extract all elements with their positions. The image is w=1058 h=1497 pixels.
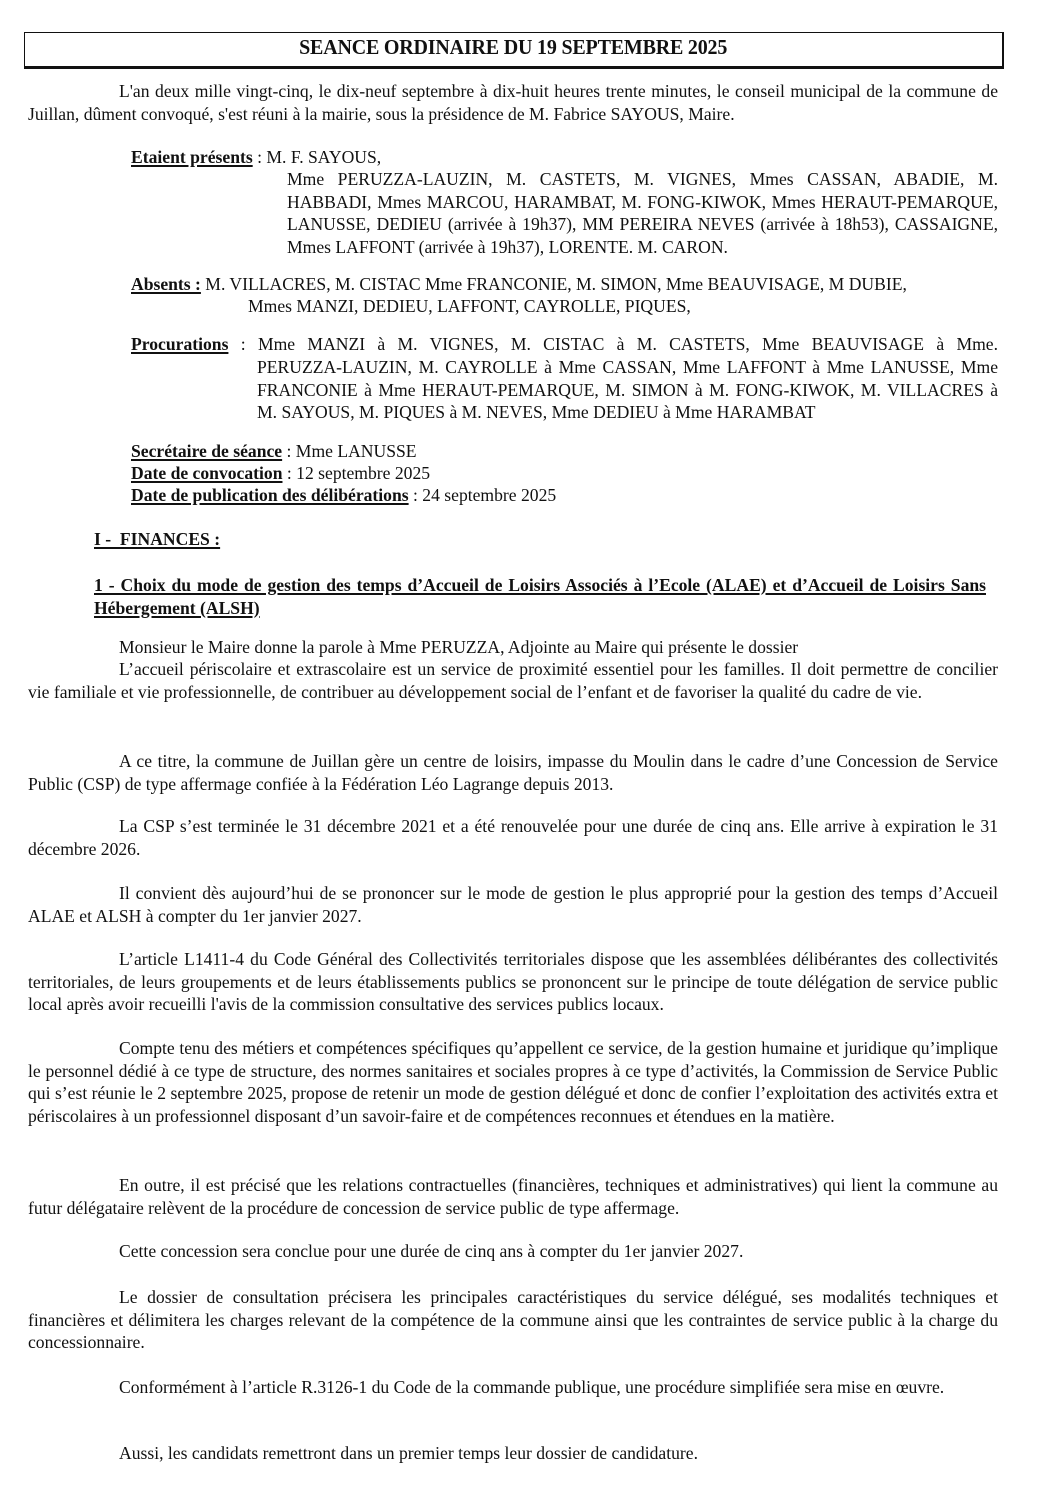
convocation-line [131, 462, 430, 485]
body-paragraph: Compte tenu des métiers et compétences spécifiques qu’appellent ce service, de la gestion humaine et juridique qu’implique le personnel dédié à ce type de structure, des normes sanitaires et sociales propres à ce type d’activités, la Commission de Service Public qui s’est réunie le 2 septembre 2025, propose de retenir un mode de gestion délégué et donc de confier l’exploitation des activités extra et périscolaires à un professionnel disposant d’un savoir-faire et de compétences reconnues et étendues en la matière. [28, 1038, 998, 1126]
body-paragraph: L’accueil périscolaire et extrascolaire est un service de proximité essentiel pour les familles. Il doit permettre de concilier vie familiale et vie professionnelle, de contribuer au développement social de l’enfant et de favoriser la qualité du cadre de vie. [28, 659, 998, 702]
session-title: SEANCE ORDINAIRE DU 19 SEPTEMBRE 2025 [299, 35, 728, 59]
convocation-label: Date de convocation [131, 463, 283, 483]
body-paragraph: Conformément à l’article R.3126-1 du Code de la commande publique, une procédure simplifiée sera mise en œuvre. [119, 1377, 945, 1397]
absent-label: Absents : [131, 274, 201, 294]
body-paragraph: L’article L1411-4 du Code Général des Collectivités territoriales dispose que les assemblées délibérantes des collectivités territoriales, de leurs groupements et de leurs établissements publics se prononcent sur le principe de toute délégation de service public local après avoir recueilli l'avis de la commission consultative des services publics locaux. [28, 949, 998, 1014]
body-paragraph: Le dossier de consultation précisera les principales caractéristiques du service délégué, ses modalités techniques et financières et délimitera les charges relevant de la compétence de la commune ainsi que les contraintes de service public à la charge du concessionnaire. [28, 1287, 998, 1352]
present-first-line: : M. F. SAYOUS, [252, 147, 382, 167]
secretary-line [131, 440, 417, 463]
session-title-box [24, 32, 1004, 69]
proxy-first-line: : Mme MANZI à M. VIGNES, M. CISTAC à M. CASTETS, Mme BEAUVISAGE à Mme. [228, 334, 998, 354]
secretary-label: Secrétaire de séance [131, 441, 283, 461]
body-paragraph: A ce titre, la commune de Juillan gère un centre de loisirs, impasse du Moulin dans le cadre d’une Concession de Service Public (CSP) de type affermage confiée à la Fédération Léo Lagrange depuis 2013. [28, 751, 998, 794]
section-heading: I - FINANCES : [94, 529, 221, 549]
proxy-label: Procurations [131, 334, 229, 354]
intro-paragraph: L'an deux mille vingt-cinq, le dix-neuf septembre à dix-huit heures trente minutes, le conseil municipal de la commune de Juillan, dûment convoqué, s'est réuni à la mairie, sous la présidence de M. Fabrice SAYOUS, Maire. [28, 81, 998, 124]
publication-value: : 24 septembre 2025 [408, 485, 557, 505]
body-paragraph: Aussi, les candidats remettront dans un premier temps leur dossier de candidature. [119, 1443, 698, 1463]
body-paragraph: En outre, il est précisé que les relations contractuelles (financières, techniques et administratives) qui lient la commune au futur délégataire relèvent de la procédure de concession de service public de type affermage. [28, 1175, 998, 1218]
present-label: Etaient présents [131, 147, 253, 167]
absent-list: Mmes MANZI, DEDIEU, LAFFONT, CAYROLLE, PIQUES, [248, 296, 691, 316]
proxy-list: PERUZZA-LAUZIN, M. CAYROLLE à Mme CASSAN, Mme LAFFONT à Mme LANUSSE, Mme FRANCONIE à Mme HERAUT-PEMARQUE, M. SIMON à M. FONG-KIWOK, M. VILLACRES à M. SAYOUS, M. PIQUES à M. NEVES, Mme DEDIEU à Mme HARAMBAT [257, 357, 998, 422]
item-title: 1 - Choix du mode de gestion des temps d’Accueil de Loisirs Associés à l’Ecole (ALAE) et d’Accueil de Loisirs Sans Hébergement (ALSH) [94, 575, 986, 618]
publication-line [131, 484, 556, 507]
body-paragraph: La CSP s’est terminée le 31 décembre 2021 et a été renouvelée pour une durée de cinq ans. Elle arrive à expiration le 31 décembre 2026. [28, 816, 998, 859]
absent-first-line: M. VILLACRES, M. CISTAC Mme FRANCONIE, M. SIMON, Mme BEAUVISAGE, M DUBIE, [200, 274, 907, 294]
publication-label: Date de publication des délibérations [131, 485, 409, 505]
convocation-value: : 12 septembre 2025 [282, 463, 431, 483]
body-paragraph: Il convient dès aujourd’hui de se prononcer sur le mode de gestion le plus approprié pour la gestion des temps d’Accueil ALAE et ALSH à compter du 1er janvier 2027. [28, 883, 998, 926]
body-paragraph: Cette concession sera conclue pour une durée de cinq ans à compter du 1er janvier 2027. [119, 1241, 744, 1261]
body-paragraph: Monsieur le Maire donne la parole à Mme PERUZZA, Adjointe au Maire qui présente le dossier [119, 637, 799, 657]
secretary-value: : Mme LANUSSE [282, 441, 417, 461]
present-list: Mme PERUZZA-LAUZIN, M. CASTETS, M. VIGNES, Mmes CASSAN, ABADIE, M. HABBADI, Mmes MARCOU, HARAMBAT, M. FONG-KIWOK, Mmes HERAUT-PEMARQUE, LANUSSE, DEDIEU (arrivée à 19h37), MM PEREIRA NEVES (arrivée à 18h53), CASSAIGNE, Mmes LAFFONT (arrivée à 19h37), LORENTE. M. CARON. [287, 169, 998, 257]
